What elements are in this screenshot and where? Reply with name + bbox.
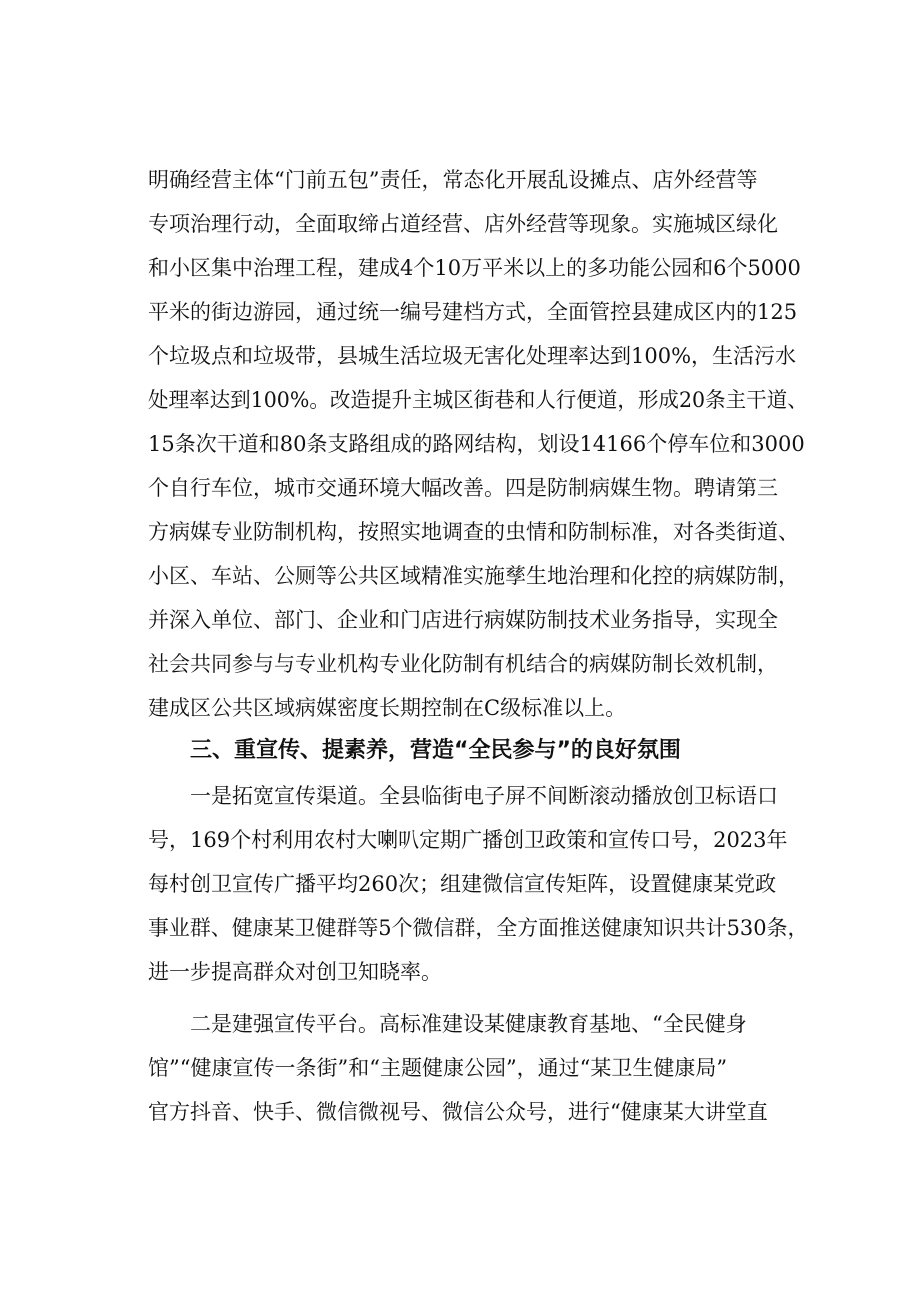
paragraph-line: 和小区集中治理工程，建成4个10万平米以上的多功能公园和6个5000 (148, 256, 801, 280)
section-heading: 三、重宣传、提素养，营造“全民参与”的良好氛围 (190, 738, 681, 763)
paragraph-line: 社会共同参与与专业机构专业化防制有机结合的病媒防制长效机制， (148, 652, 778, 676)
paragraph-line: 号，169个村利用农村大喇叭定期广播创卫政策和宣传口号，2023年 (148, 828, 788, 852)
paragraph-line: 建成区公共区域病媒密度长期控制在C级标准以上。 (148, 696, 627, 720)
paragraph-line: 方病媒专业防制机构，按照实地调查的虫情和防制标准，对各类街道、 (148, 520, 799, 544)
paragraph-line: 明确经营主体“门前五包”责任，常态化开展乱设摊点、店外经营等 (148, 168, 758, 192)
paragraph-line: 并深入单位、部门、企业和门店进行病媒防制技术业务指导，实现全 (148, 608, 778, 632)
paragraph-line: 平米的街边游园，通过统一编号建档方式，全面管控县建成区内的125 (148, 300, 798, 324)
paragraph-line: 进一步提高群众对创卫知晓率。 (148, 960, 442, 984)
paragraph-line: 处理率达到100%。改造提升主城区街巷和人行便道，形成20条主干道、 (148, 388, 808, 412)
paragraph-line: 二是建强宣传平台。高标准建设某健康教育基地、“全民健身 (190, 1012, 747, 1036)
paragraph-line: 每村创卫宣传广播平均260次；组建微信宣传矩阵，设置健康某党政 (148, 872, 777, 896)
paragraph-line: 专项治理行动，全面取缔占道经营、店外经营等现象。实施城区绿化 (148, 212, 778, 236)
paragraph-line: 一是拓宽宣传渠道。全县临街电子屏不间断滚动播放创卫标语口 (190, 784, 778, 808)
paragraph-line: 官方抖音、快手、微信微视号、微信公众号，进行“健康某大讲堂直 (148, 1100, 768, 1124)
paragraph-line: 15条次干道和80条支路组成的路网结构，划设14166个停车位和3000 (148, 432, 805, 456)
paragraph-line: 馆”“健康宣传一条街”和“主题健康公园”，通过“某卫生健康局” (148, 1056, 728, 1080)
paragraph-line: 个自行车位，城市交通环境大幅改善。四是防制病媒生物。聘请第三 (148, 476, 778, 500)
paragraph-line: 事业群、健康某卫健群等5个微信群，全方面推送健康知识共计530条， (148, 916, 809, 940)
paragraph-line: 小区、车站、公厕等公共区域精准实施孳生地治理和化控的病媒防制， (148, 564, 799, 588)
paragraph-line: 个垃圾点和垃圾带，县城生活垃圾无害化处理率达到100%，生活污水 (148, 344, 797, 368)
